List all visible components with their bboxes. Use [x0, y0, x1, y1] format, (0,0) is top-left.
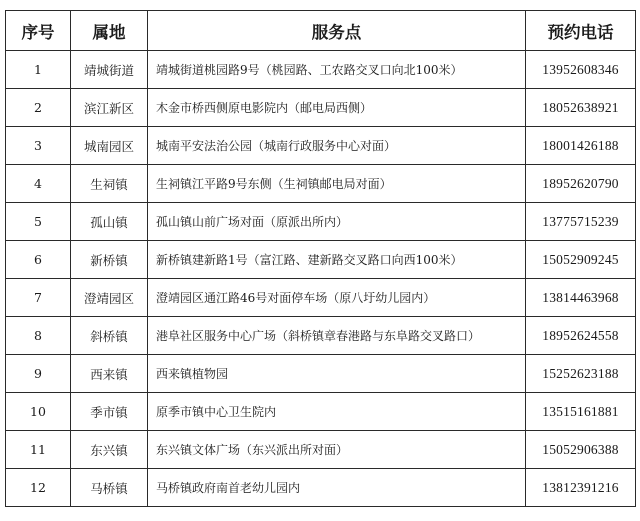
row-area: 靖城街道: [71, 51, 148, 89]
table-row: [6, 393, 636, 431]
row-number: 5: [6, 203, 71, 241]
row-phone: 13814463968: [526, 279, 636, 317]
row-phone: 18952624558: [526, 317, 636, 355]
row-phone: 18001426188: [526, 127, 636, 165]
row-phone: 13952608346: [526, 51, 636, 89]
header-no: 序号: [6, 11, 71, 51]
row-number: 11: [6, 431, 71, 469]
table-row: [6, 203, 636, 241]
table-row: [6, 241, 636, 279]
table-row: [6, 431, 636, 469]
row-phone: 15252623188: [526, 355, 636, 393]
row-number: 7: [6, 279, 71, 317]
row-number: 2: [6, 89, 71, 127]
row-area: 斜桥镇: [71, 317, 148, 355]
row-area: 西来镇: [71, 355, 148, 393]
row-phone: 18052638921: [526, 89, 636, 127]
row-number: 8: [6, 317, 71, 355]
row-number: 6: [6, 241, 71, 279]
row-service-point: 新桥镇建新路1号（富江路、建新路交叉路口向西100米）: [148, 241, 526, 279]
row-service-point: 澄靖园区通江路46号对面停车场（原八圩幼儿园内）: [148, 279, 526, 317]
row-service-point: 原季市镇中心卫生院内: [148, 393, 526, 431]
header-area: 属地: [71, 11, 148, 51]
table-row: [6, 165, 636, 203]
header-place: 服务点: [148, 11, 526, 51]
table-row: [6, 469, 636, 507]
table-row: [6, 127, 636, 165]
row-area: 新桥镇: [71, 241, 148, 279]
row-area: 东兴镇: [71, 431, 148, 469]
table-row: [6, 51, 636, 89]
row-phone: 13515161881: [526, 393, 636, 431]
row-area: 城南园区: [71, 127, 148, 165]
row-service-point: 港阜社区服务中心广场（斜桥镇章春港路与东阜路交叉路口）: [148, 317, 526, 355]
row-area: 季市镇: [71, 393, 148, 431]
row-number: 3: [6, 127, 71, 165]
row-service-point: 靖城街道桃园路9号（桃园路、工农路交叉口向北100米）: [148, 51, 526, 89]
row-service-point: 东兴镇文体广场（东兴派出所对面）: [148, 431, 526, 469]
row-service-point: 孤山镇山前广场对面（原派出所内）: [148, 203, 526, 241]
row-service-point: 西来镇植物园: [148, 355, 526, 393]
row-service-point: 马桥镇政府南首老幼儿园内: [148, 469, 526, 507]
row-number: 10: [6, 393, 71, 431]
row-service-point: 木金市桥西侧原电影院内（邮电局西侧）: [148, 89, 526, 127]
row-phone: 18952620790: [526, 165, 636, 203]
row-service-point: 生祠镇江平路9号东侧（生祠镇邮电局对面）: [148, 165, 526, 203]
row-phone: 13812391216: [526, 469, 636, 507]
table-row: [6, 355, 636, 393]
row-area: 马桥镇: [71, 469, 148, 507]
row-service-point: 城南平安法治公园（城南行政服务中心对面）: [148, 127, 526, 165]
row-number: 12: [6, 469, 71, 507]
table-body: [6, 51, 636, 507]
row-number: 1: [6, 51, 71, 89]
table-header-row: [6, 11, 636, 51]
table-row: [6, 89, 636, 127]
table-row: [6, 317, 636, 355]
service-table-wrapper: [5, 10, 636, 507]
table-row: [6, 279, 636, 317]
header-phone: 预约电话: [526, 11, 636, 51]
row-number: 9: [6, 355, 71, 393]
row-area: 生祠镇: [71, 165, 148, 203]
row-area: 滨江新区: [71, 89, 148, 127]
row-phone: 15052909245: [526, 241, 636, 279]
row-phone: 13775715239: [526, 203, 636, 241]
row-phone: 15052906388: [526, 431, 636, 469]
row-number: 4: [6, 165, 71, 203]
row-area: 孤山镇: [71, 203, 148, 241]
row-area: 澄靖园区: [71, 279, 148, 317]
service-points-table: [5, 10, 636, 507]
